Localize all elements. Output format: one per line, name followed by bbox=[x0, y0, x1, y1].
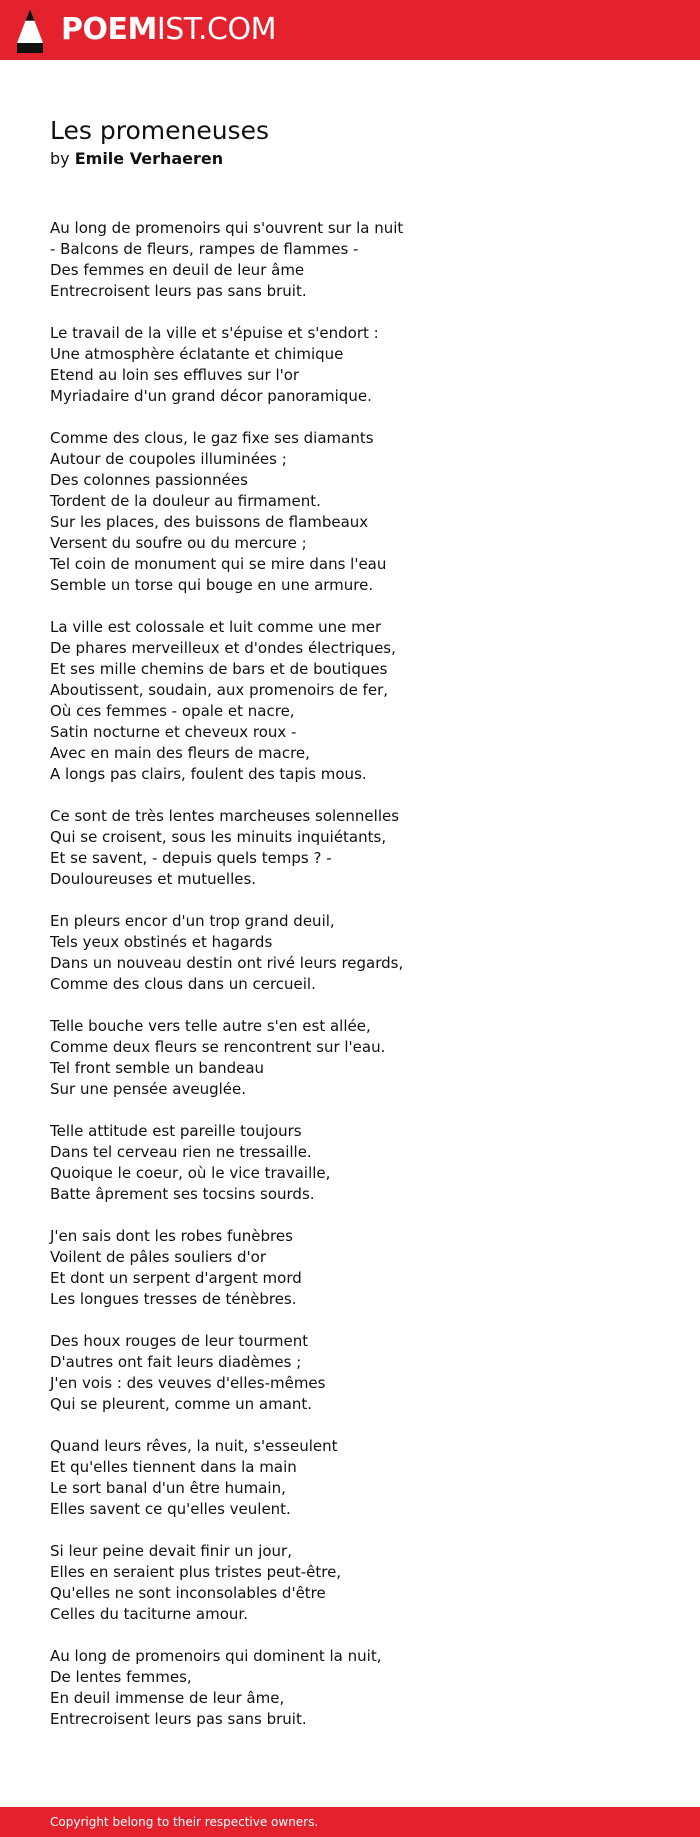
author-name[interactable]: Emile Verhaeren bbox=[74, 149, 224, 168]
stanza bbox=[50, 428, 650, 596]
poem-line: Le sort banal d'un être humain, bbox=[50, 1479, 286, 1497]
stanza bbox=[50, 1016, 650, 1100]
poem-line: Celles du taciturne amour. bbox=[50, 1605, 248, 1623]
poem-line: Des femmes en deuil de leur âme bbox=[50, 261, 305, 279]
poem-line: Myriadaire d'un grand décor panoramique. bbox=[50, 387, 372, 405]
poem-line: Telle attitude est pareille toujours bbox=[50, 1122, 302, 1140]
copyright-text: Copyright belong to their respective owners. bbox=[50, 1815, 319, 1829]
poem-line: D'autres ont fait leurs diadèmes ; bbox=[50, 1353, 302, 1371]
poem-line: Dans un nouveau destin ont rivé leurs regards, bbox=[50, 954, 404, 972]
poem-title: Les promeneuses bbox=[50, 116, 269, 145]
poem-line: Tel front semble un bandeau bbox=[50, 1059, 265, 1077]
poem-line: Et se savent, - depuis quels temps ? - bbox=[50, 849, 332, 867]
poem-line: Aboutissent, soudain, aux promenoirs de fer, bbox=[50, 681, 389, 699]
poem-line: Qu'elles ne sont inconsolables d'être bbox=[50, 1584, 326, 1602]
poem-line: Et qu'elles tiennent dans la main bbox=[50, 1458, 297, 1476]
poem-line: Où ces femmes - opale et nacre, bbox=[50, 702, 295, 720]
poem-line: La ville est colossale et luit comme une mer bbox=[50, 618, 382, 636]
poem-line: Etend au loin ses effluves sur l'or bbox=[50, 366, 300, 384]
poem-line: J'en vois : des veuves d'elles-mêmes bbox=[50, 1374, 326, 1392]
stanza bbox=[50, 1121, 650, 1205]
poem-line: Comme des clous, le gaz fixe ses diamants bbox=[50, 429, 374, 447]
poem-line: Ce sont de très lentes marcheuses solennelles bbox=[50, 807, 400, 825]
stanza bbox=[50, 323, 650, 407]
poem-line: En deuil immense de leur âme, bbox=[50, 1689, 285, 1707]
poem-line: Batte âprement ses tocsins sourds. bbox=[50, 1185, 315, 1203]
poem-line: Autour de coupoles illuminées ; bbox=[50, 450, 287, 468]
logo-bold-text: POEM bbox=[61, 12, 157, 47]
poem-line: Tordent de la douleur au firmament. bbox=[50, 492, 321, 510]
poem-line: Comme des clous dans un cercueil. bbox=[50, 975, 316, 993]
poem-line: Tels yeux obstinés et hagards bbox=[50, 933, 273, 951]
poem-line: Douloureuses et mutuelles. bbox=[50, 870, 257, 888]
poem-line: - Balcons de fleurs, rampes de flammes - bbox=[50, 240, 359, 258]
stanza bbox=[50, 1331, 650, 1415]
poem-line: Qui se pleurent, comme un amant. bbox=[50, 1395, 313, 1413]
poem-line: J'en sais dont les robes funèbres bbox=[50, 1227, 293, 1245]
poem-line: Et ses mille chemins de bars et de boutiques bbox=[50, 660, 388, 678]
poem-line: De lentes femmes, bbox=[50, 1668, 192, 1686]
stanza bbox=[50, 1436, 650, 1520]
poem-line: Comme deux fleurs se rencontrent sur l'eau. bbox=[50, 1038, 386, 1056]
poem-line: Telle bouche vers telle autre s'en est allée, bbox=[50, 1017, 371, 1035]
stanza bbox=[50, 911, 650, 995]
site-logo[interactable] bbox=[61, 9, 276, 51]
poem-line: Elles en seraient plus tristes peut-être, bbox=[50, 1563, 342, 1581]
poem-line: Sur une pensée aveuglée. bbox=[50, 1080, 246, 1098]
poem-line: Quoique le coeur, où le vice travaille, bbox=[50, 1164, 331, 1182]
poem-line: A longs pas clairs, foulent des tapis mous. bbox=[50, 765, 367, 783]
poem-line: Sur les places, des buissons de flambeaux bbox=[50, 513, 369, 531]
poem-line: Le travail de la ville et s'épuise et s'endort : bbox=[50, 324, 379, 342]
poem-line: Entrecroisent leurs pas sans bruit. bbox=[50, 1710, 307, 1728]
stanza bbox=[50, 1541, 650, 1625]
poem-line: Tel coin de monument qui se mire dans l'eau bbox=[50, 555, 387, 573]
stanza bbox=[50, 617, 650, 785]
poem-line: Et dont un serpent d'argent mord bbox=[50, 1269, 302, 1287]
poem-line: Voilent de pâles souliers d'or bbox=[50, 1248, 267, 1266]
stanza bbox=[50, 218, 650, 302]
byline bbox=[50, 148, 223, 170]
poem-line: Une atmosphère éclatante et chimique bbox=[50, 345, 344, 363]
poem-body bbox=[50, 218, 650, 1730]
site-header bbox=[0, 0, 700, 60]
poem-line: Quand leurs rêves, la nuit, s'esseulent bbox=[50, 1437, 338, 1455]
pencil-icon[interactable] bbox=[17, 9, 43, 53]
poem-line: Elles savent ce qu'elles veulent. bbox=[50, 1500, 291, 1518]
poem-line: Au long de promenoirs qui dominent la nuit, bbox=[50, 1647, 382, 1665]
logo-light-text: IST.COM bbox=[156, 12, 276, 47]
poem-line: Satin nocturne et cheveux roux - bbox=[50, 723, 297, 741]
poem-line: Versent du soufre ou du mercure ; bbox=[50, 534, 307, 552]
stanza bbox=[50, 1226, 650, 1310]
poem-line: Avec en main des fleurs de macre, bbox=[50, 744, 310, 762]
poem-line: De phares merveilleux et d'ondes électriques, bbox=[50, 639, 396, 657]
poem-line: Au long de promenoirs qui s'ouvrent sur la nuit bbox=[50, 219, 404, 237]
poem-line: Dans tel cerveau rien ne tressaille. bbox=[50, 1143, 312, 1161]
site-footer bbox=[0, 1807, 700, 1837]
poem-line: Des houx rouges de leur tourment bbox=[50, 1332, 309, 1350]
poem-line: En pleurs encor d'un trop grand deuil, bbox=[50, 912, 335, 930]
poem-line: Entrecroisent leurs pas sans bruit. bbox=[50, 282, 307, 300]
poem-line: Des colonnes passionnées bbox=[50, 471, 248, 489]
stanza bbox=[50, 806, 650, 890]
poem-line: Les longues tresses de ténèbres. bbox=[50, 1290, 297, 1308]
poem-line: Qui se croisent, sous les minuits inquiétants, bbox=[50, 828, 387, 846]
stanza bbox=[50, 1646, 650, 1730]
poem-line: Si leur peine devait finir un jour, bbox=[50, 1542, 292, 1560]
poem-line: Semble un torse qui bouge en une armure. bbox=[50, 576, 374, 594]
byline-prefix: by bbox=[50, 149, 70, 168]
